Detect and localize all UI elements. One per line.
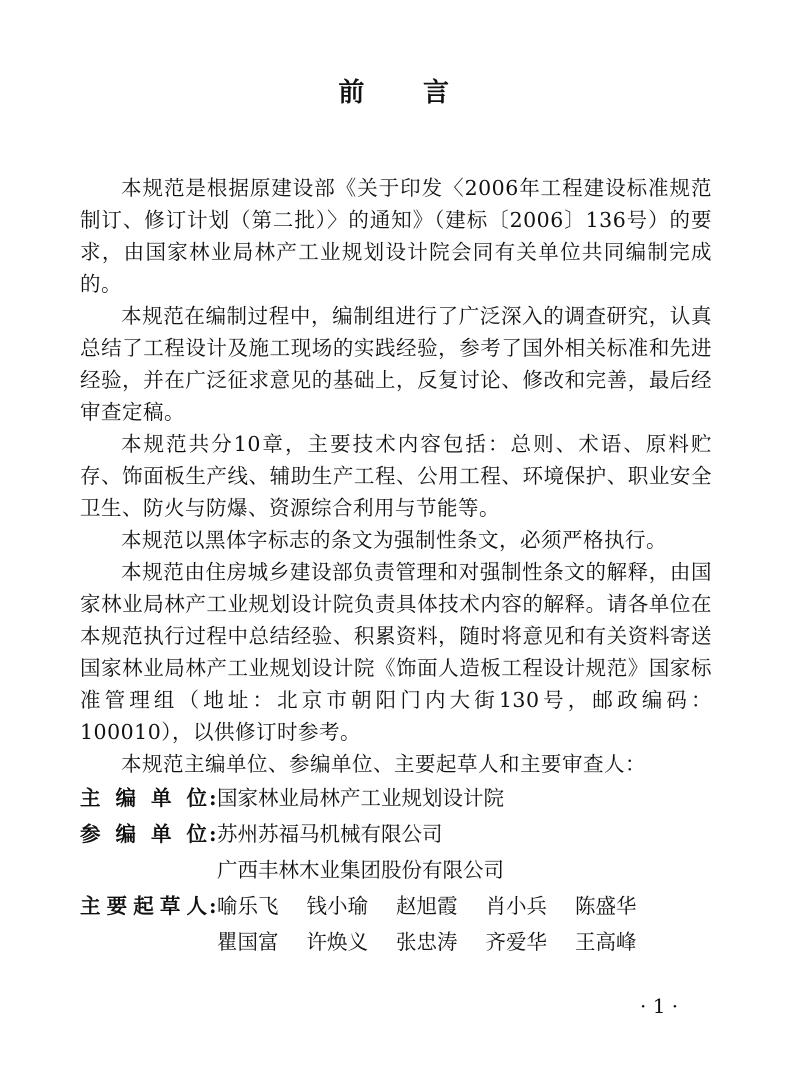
paragraph-2: 本规范在编制过程中，编制组进行了广泛深入的调查研究，认真总结了工程设计及施工现场的实践经验，参考了国外相关标准和先进经验，并在广泛征求意见的基础上，反复讨论、修改和完善，最后经审查定稿。 — [80, 304, 712, 424]
chief-editor-value: 国家林业局林产工业规划设计院 — [217, 786, 504, 810]
co-editor-value-2: 广西丰林木业集团股份有限公司 — [217, 858, 504, 882]
drafter-name: 王高峰 — [575, 930, 637, 954]
roles-list — [80, 780, 712, 960]
title-char-1: 前 — [338, 78, 367, 108]
drafter-name: 许焕义 — [306, 930, 368, 954]
drafter-name: 陈盛华 — [575, 894, 637, 918]
drafters-row-2 — [80, 924, 712, 960]
paragraph-6: 本规范主编单位、参编单位、主要起草人和主要审查人： — [121, 752, 646, 776]
co-editor-row-2 — [80, 852, 712, 888]
page-title — [0, 72, 790, 109]
co-editor-row: 参编单位 : 苏州苏福马机械有限公司 — [80, 816, 712, 852]
drafter-name: 肖小兵 — [485, 894, 547, 918]
drafters-label: 主要起草人 — [80, 894, 208, 918]
paragraph-3: 本规范共分10章，主要技术内容包括：总则、术语、原料贮存、饰面板生产线、辅助生产工程、公用工程、环境保护、职业安全卫生、防火与防爆、资源综合利用与节能等。 — [80, 432, 712, 520]
drafter-name: 瞿国富 — [217, 930, 279, 954]
page-number: · 1 · — [640, 994, 679, 1018]
paragraph-5: 本规范由住房城乡建设部负责管理和对强制性条文的解释，由国家林业局林产工业规划设计院负责具体技术内容的解释。请各单位在本规范执行过程中总结经验、积累资料，随时将意见和有关资料寄送国家林业局林产工业规划设计院《饰面人造板工程设计规范》国家标准管理组（地址：北京市朝阳门内大街130号，邮政编码：100010），以供修订时参考。 — [80, 560, 712, 744]
drafter-name: 钱小瑜 — [306, 894, 368, 918]
paragraph-1: 本规范是根据原建设部《关于印发〈2006年工程建设标准规范制订、修订计划（第二批）〉的通知》（建标〔2006〕136号）的要求，由国家林业局林产工业规划设计院会同有关单位共同编制完成的。 — [80, 176, 712, 296]
chief-editor-row: 主编单位 : 国家林业局林产工业规划设计院 — [80, 780, 712, 816]
title-char-2: 言 — [423, 78, 452, 108]
paragraph-4: 本规范以黑体字标志的条文为强制性条文，必须严格执行。 — [121, 528, 667, 552]
body-text — [80, 172, 712, 960]
co-editor-value-1: 苏州苏福马机械有限公司 — [217, 822, 443, 846]
drafter-name: 赵旭霞 — [396, 894, 458, 918]
chief-editor-label: 主编单位 — [80, 786, 208, 810]
drafters-row-1: 主要起草人 : 喻乐飞 钱小瑜 赵旭霞 肖小兵 陈盛华 — [80, 888, 712, 924]
co-editor-label: 参编单位 — [80, 822, 208, 846]
drafter-name: 喻乐飞 — [217, 894, 279, 918]
drafter-name: 齐爱华 — [485, 930, 547, 954]
drafter-name: 张忠涛 — [396, 930, 458, 954]
